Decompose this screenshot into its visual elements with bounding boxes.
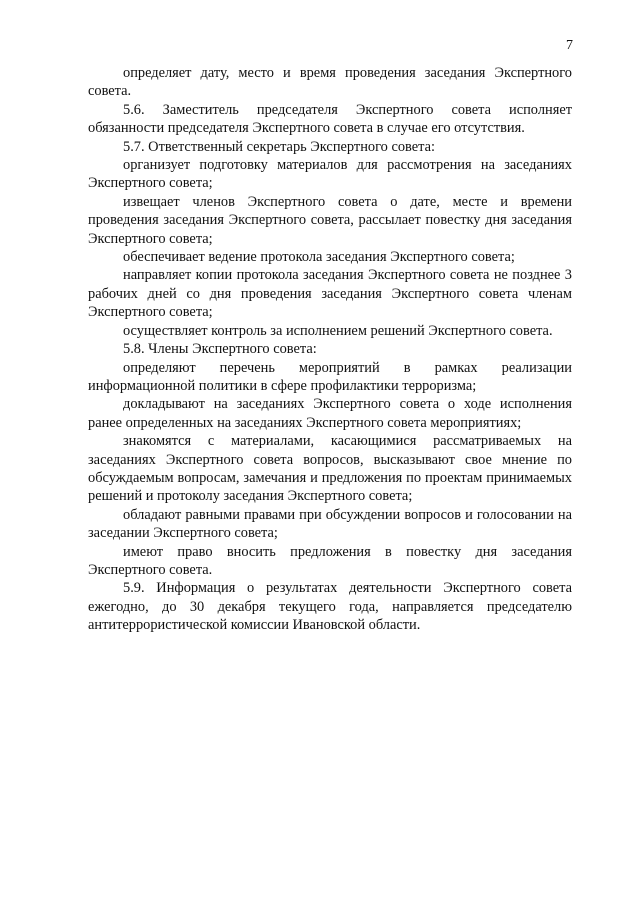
paragraph-secretary-control: осуществляет контроль за исполнением решений Экспертного совета. [123,322,553,339]
paragraph-meeting-date: определяет дату, место и время проведения заседания Экспертного совета. [88,65,572,100]
paragraph-members-define: определяют перечень мероприятий в рамках реализации информационной политики в сфере профилактики терроризма; [88,359,572,394]
paragraph-5-9: 5.9. Информация о результатах деятельности Экспертного совета ежегодно, до 30 декабря текущего года, направляется председателю антитеррористической комиссии Ивановской области. [88,580,572,634]
document-body [88,64,572,635]
paragraph-secretary-notify: извещает членов Экспертного совета о дате, месте и времени проведения заседания Экспертного совета, рассылает повестку дня заседания Экспертного совета; [88,193,572,247]
page-number: 7 [566,38,573,53]
paragraph-members-propose: имеют право вносить предложения в повестку дня заседания Экспертного совета. [88,543,572,578]
paragraph-secretary-copies: направляет копии протокола заседания Экспертного совета не позднее 3 рабочих дней со дня проведения заседания Экспертного совета членам Экспертного совета; [88,267,572,321]
paragraph-members-rights: обладают равными правами при обсуждении вопросов и голосовании на заседании Экспертного совета; [88,506,572,542]
paragraph-5-8: 5.8. Члены Экспертного совета: [123,341,317,358]
paragraph-members-review: знакомятся с материалами, касающимися рассматриваемых на заседаниях Экспертного совета вопросов, высказывают свое мнение по обсуждаемым вопросам, замечания и предложения по проектам принимаемых решений и протоколу заседания Экспертного совета; [88,433,572,505]
paragraph-members-report: докладывают на заседаниях Экспертного совета о ходе исполнения ранее определенных на заседаниях Экспертного совета мероприятиях; [88,396,572,431]
paragraph-5-7: 5.7. Ответственный секретарь Экспертного совета: [123,138,435,155]
paragraph-secretary-materials: организует подготовку материалов для рассмотрения на заседаниях Экспертного совета; [88,157,572,192]
paragraph-5-6: 5.6. Заместитель председателя Экспертного совета исполняет обязанности председателя Экспертного совета в случае его отсутствия. [88,101,572,137]
paragraph-secretary-protocol: обеспечивает ведение протокола заседания Экспертного совета; [123,249,515,266]
